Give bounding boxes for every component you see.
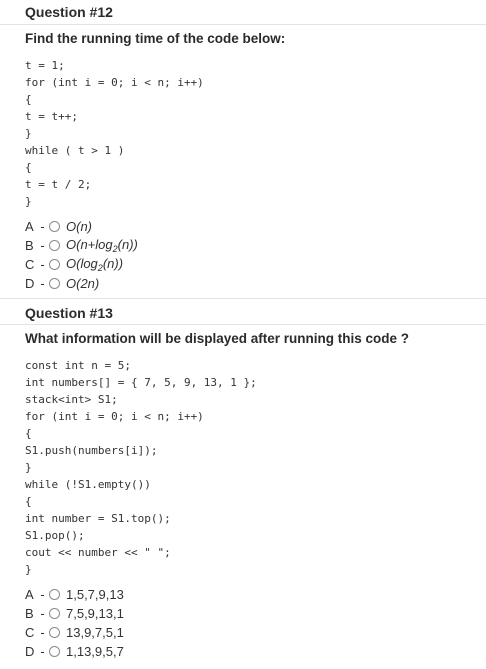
option-d[interactable] [25, 642, 124, 661]
option-text: 1,13,9,5,7 [66, 644, 124, 659]
option-text-main: O(log [66, 256, 98, 271]
option-text [66, 219, 92, 234]
radio-button[interactable] [49, 221, 60, 232]
code-line: } [25, 461, 32, 474]
code-line: S1.push(numbers[i]); [25, 444, 158, 457]
option-text [66, 276, 99, 291]
question-12-title: Question #12 [25, 4, 113, 20]
question-13-divider [0, 324, 486, 325]
option-d[interactable] [25, 274, 138, 293]
code-line: { [25, 93, 32, 106]
option-letter: D [25, 276, 35, 291]
option-b[interactable] [25, 236, 138, 255]
option-text [66, 256, 123, 273]
option-text: 7,5,9,13,1 [66, 606, 124, 621]
radio-button[interactable] [49, 589, 60, 600]
radio-button[interactable] [49, 608, 60, 619]
question-12-options [25, 217, 138, 293]
code-line: for (int i = 0; i < n; i++) [25, 410, 204, 423]
option-text-tail: (n)) [102, 256, 124, 271]
option-letter: C [25, 257, 35, 272]
option-a[interactable] [25, 217, 138, 236]
code-line: t = t / 2; [25, 178, 92, 191]
code-line: const int n = 5; [25, 359, 131, 372]
option-text [66, 237, 138, 254]
question-13-prompt: What information will be displayed after running this code ? [25, 331, 410, 346]
radio-button[interactable] [49, 259, 60, 270]
code-line: { [25, 495, 32, 508]
option-text-main: O(n+log [66, 237, 113, 252]
question-separator [0, 298, 486, 299]
question-12-code [25, 57, 204, 210]
radio-button[interactable] [49, 627, 60, 638]
option-letter: C [25, 625, 35, 640]
option-text-main: O(n) [66, 219, 92, 234]
option-text-tail: (n)) [117, 237, 138, 252]
code-line: } [25, 127, 32, 140]
option-text-main: O(2n) [66, 276, 100, 291]
option-letter: B [25, 238, 34, 253]
question-13-code [25, 357, 257, 578]
option-dash: - [40, 606, 45, 621]
question-12-prompt: Find the running time of the code below: [25, 31, 286, 46]
option-letter: A [25, 219, 34, 234]
option-subscript: 2 [112, 244, 118, 254]
option-dash: - [40, 219, 45, 234]
code-line: { [25, 427, 32, 440]
question-13-title: Question #13 [25, 305, 113, 321]
option-b[interactable] [25, 604, 124, 623]
code-line: } [25, 563, 32, 576]
option-dash: - [40, 276, 45, 291]
radio-button[interactable] [49, 278, 60, 289]
radio-button[interactable] [49, 646, 60, 657]
code-line: S1.pop(); [25, 529, 85, 542]
option-c[interactable] [25, 255, 138, 274]
code-line: int number = S1.top(); [25, 512, 171, 525]
question-13-options [25, 585, 124, 661]
option-dash: - [40, 644, 45, 659]
radio-button[interactable] [49, 240, 60, 251]
option-letter: B [25, 606, 34, 621]
option-dash: - [40, 587, 45, 602]
option-dash: - [40, 238, 45, 253]
code-line: int numbers[] = { 7, 5, 9, 13, 1 }; [25, 376, 257, 389]
option-dash: - [40, 257, 45, 272]
code-line: cout << number << " "; [25, 546, 171, 559]
code-line: t = t++; [25, 110, 78, 123]
option-letter: A [25, 587, 34, 602]
code-line: while (!S1.empty()) [25, 478, 151, 491]
code-line: while ( t > 1 ) [25, 144, 125, 157]
option-subscript: 2 [97, 263, 103, 273]
code-line: { [25, 161, 32, 174]
option-dash: - [40, 625, 45, 640]
code-line: t = 1; [25, 59, 65, 72]
code-line: stack<int> S1; [25, 393, 118, 406]
option-letter: D [25, 644, 35, 659]
code-line: } [25, 195, 32, 208]
option-text: 1,5,7,9,13 [66, 587, 124, 602]
option-a[interactable] [25, 585, 124, 604]
option-c[interactable] [25, 623, 124, 642]
code-line: for (int i = 0; i < n; i++) [25, 76, 204, 89]
question-12-divider [0, 24, 486, 25]
option-text: 13,9,7,5,1 [66, 625, 124, 640]
